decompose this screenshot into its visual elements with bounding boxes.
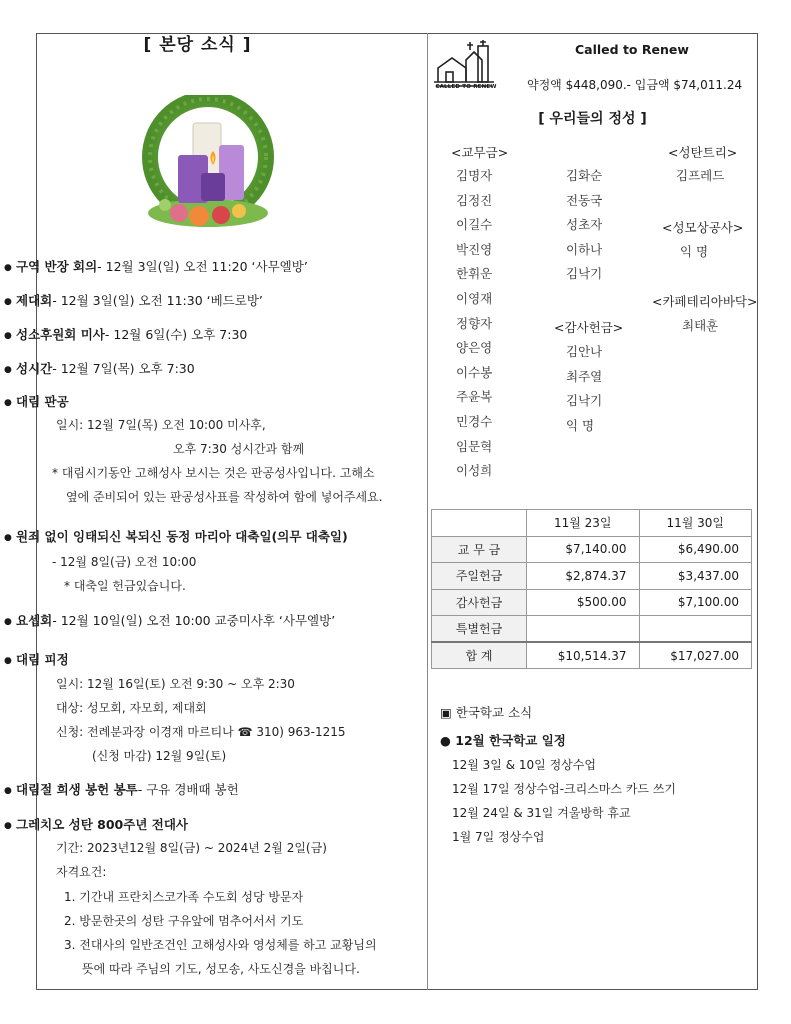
- kyomu-heading: <교무금>: [451, 145, 509, 160]
- tree-heading: <성탄트리>: [668, 145, 738, 160]
- school-schedule-line: 12월 17일 정상수업-크리스마스 카드 쓰기: [452, 782, 677, 796]
- news-item-advent-retreat: ● 대림 피정: [4, 652, 69, 667]
- table-cell: $6,490.00: [639, 536, 752, 563]
- row-label: 교 무 금: [432, 536, 527, 563]
- korean-school-subheading: ● 12월 한국학교 일정: [440, 733, 566, 748]
- column-divider: [427, 33, 428, 990]
- table-row: [432, 563, 752, 590]
- donor-name: 이성희: [456, 463, 493, 479]
- news-item-sacrifice-envelope: ● 대림절 희생 봉헌 봉투- 구유 경배때 봉헌: [4, 782, 239, 797]
- table-row: [432, 589, 752, 616]
- table-header-row: [432, 510, 752, 537]
- confession-note: * 대림시기동안 고해성사 보시는 것은 판공성사입니다. 고해소: [52, 466, 375, 480]
- bullet-icon: ●: [4, 656, 12, 666]
- news-item-holy-hour: ● 성시간- 12월 7일(목) 오후 7:30: [4, 361, 195, 376]
- news-item-joseph-society: ● 요셉회- 12월 10일(일) 오전 10:00 교중미사후 ‘사무엘방’: [4, 613, 336, 628]
- bullet-icon: ●: [4, 821, 12, 831]
- donor-name: 정향자: [456, 315, 493, 331]
- advent-wreath-image: [141, 95, 276, 235]
- ctr-title: Called to Renew: [575, 42, 689, 57]
- school-schedule-line: 1월 7일 정상수업: [452, 830, 545, 844]
- donor-name: 김낙기: [566, 393, 603, 409]
- news-item-greccio-indulgence: ● 그레치오 성탄 800주년 전대사: [4, 817, 188, 832]
- donor-name: 민경수: [456, 414, 493, 429]
- donor-name: 이수봉: [456, 364, 493, 380]
- bullet-icon: ●: [4, 617, 12, 627]
- donor-name: 김화순: [566, 168, 603, 183]
- table-cell: [527, 616, 640, 643]
- offering-table: [431, 509, 752, 669]
- row-label: 합 계: [432, 642, 527, 669]
- donor-name: 주윤복: [456, 389, 493, 405]
- table-header-cell: [432, 510, 527, 537]
- offerings-title: [ 우리들의 정성 ]: [538, 111, 647, 127]
- donor-name: 이영재: [456, 291, 493, 306]
- table-cell: $10,514.37: [527, 642, 640, 669]
- bullet-icon: ●: [4, 365, 12, 375]
- news-item-district-leaders: ● 구역 반장 회의- 12월 3일(일) 오전 11:20 ‘사무엘방’: [4, 259, 308, 274]
- table-cell: $2,874.37: [527, 563, 640, 590]
- bullet-icon: ●: [4, 297, 12, 307]
- confession-time: 일시: 12월 7일(목) 오전 10:00 미사후,: [56, 418, 266, 432]
- table-cell: $7,140.00: [527, 536, 640, 563]
- cafeteria-heading: <카페테리아바닥>: [652, 294, 758, 309]
- donor-name: 전동국: [566, 192, 603, 208]
- school-schedule-line: 12월 3일 & 10일 정상수업: [452, 758, 596, 772]
- donor-name: 익 명: [680, 244, 709, 259]
- donor-name: 이길수: [456, 217, 493, 233]
- korean-school-heading: ▣ 한국학교 소식: [440, 705, 533, 720]
- donor-name: 최주열: [566, 368, 603, 384]
- logo-caption: CALLED TO RENEW: [435, 84, 497, 90]
- donor-name: 한휘운: [456, 266, 493, 282]
- statue-heading: <성모상공사>: [662, 220, 744, 235]
- donor-name: 김명자: [456, 168, 493, 183]
- donor-name: 성초자: [566, 217, 603, 233]
- bullet-icon: ●: [4, 398, 12, 408]
- donor-name: 최태훈: [682, 318, 719, 333]
- school-schedule-line: 12월 24일 & 31일 겨울방학 휴교: [452, 806, 631, 820]
- indulgence-req-1: 1. 기간내 프란치스코가족 수도회 성당 방문자: [64, 890, 304, 904]
- thanks-heading: <감사헌금>: [554, 320, 624, 335]
- parish-news-title: [ 본당 소식 ]: [143, 35, 252, 55]
- row-label: 주일헌금: [432, 563, 527, 590]
- indulgence-requirements: 자격요건:: [56, 865, 107, 879]
- feast-time: - 12월 8일(금) 오전 10:00: [52, 555, 197, 569]
- donor-name: 익 명: [566, 417, 595, 433]
- row-label: 감사헌금: [432, 589, 527, 616]
- table-cell: [639, 616, 752, 643]
- indulgence-req-2: 2. 방문한곳의 성탄 구유앞에 멈추어서서 기도: [64, 914, 304, 928]
- indulgence-period: 기간: 2023년12월 8일(금) ~ 2024년 2월 2일(금): [56, 841, 327, 855]
- retreat-audience: 대상: 성모회, 자모회, 제대회: [56, 701, 207, 715]
- donor-name: 김낙기: [566, 266, 603, 282]
- retreat-time: 일시: 12월 16일(토) 오전 9:30 ~ 오후 2:30: [56, 677, 295, 691]
- donor-name: 김정진: [456, 192, 493, 208]
- donor-name: 임문혁: [456, 438, 493, 454]
- table-cell: $17,027.00: [639, 642, 752, 669]
- news-item-altar-society: ● 제대회- 12월 3일(일) 오전 11:30 ‘베드로방’: [4, 293, 263, 308]
- confession-time-2: 오후 7:30 성시간과 함께: [173, 442, 305, 456]
- ctr-amounts: 약정액 $448,090.- 입금액 $74,011.24: [527, 78, 743, 92]
- retreat-deadline: (신청 마감) 12월 9일(토): [92, 749, 227, 763]
- retreat-signup: 신청: 전례분과장 이경재 마르티나 ☎ 310) 963-1215: [56, 725, 346, 739]
- table-cell: $7,100.00: [639, 589, 752, 616]
- table-header-cell: 11월 30일: [639, 510, 752, 537]
- donor-name: 김안나: [566, 344, 603, 359]
- indulgence-req-3: 3. 전대사의 일반조건인 고해성사와 영성체를 하고 교황님의: [64, 938, 377, 952]
- row-label: 특별헌금: [432, 616, 527, 643]
- bullet-icon: ●: [4, 263, 12, 273]
- table-total-row: [432, 642, 752, 669]
- bullet-icon: ●: [4, 533, 12, 543]
- donor-name: 박진영: [456, 241, 493, 257]
- news-item-advent-confession: ● 대림 판공: [4, 394, 69, 409]
- news-item-vocation-mass: ● 성소후원회 미사- 12월 6일(수) 오후 7:30: [4, 327, 248, 342]
- table-header-cell: 11월 23일: [527, 510, 640, 537]
- table-row: [432, 616, 752, 643]
- table-cell: $500.00: [527, 589, 640, 616]
- confession-note-2: 옆에 준비되어 있는 판공성사표를 작성하여 함에 넣어주세요.: [66, 490, 383, 504]
- bullet-icon: ●: [4, 331, 12, 341]
- donor-name: 이하나: [566, 241, 603, 257]
- bullet-icon: ●: [4, 786, 12, 796]
- donor-name: 김프레드: [676, 168, 725, 183]
- indulgence-req-3b: 뜻에 따라 주님의 기도, 성모송, 사도신경을 바칩니다.: [82, 962, 360, 976]
- news-item-immaculate-conception: ● 원죄 없이 잉태되신 복되신 동정 마리아 대축일(의무 대축일): [4, 529, 348, 544]
- table-row: [432, 536, 752, 563]
- table-cell: $3,437.00: [639, 563, 752, 590]
- donor-name: 양은영: [456, 340, 493, 356]
- feast-note: * 대축일 헌금있습니다.: [64, 579, 186, 593]
